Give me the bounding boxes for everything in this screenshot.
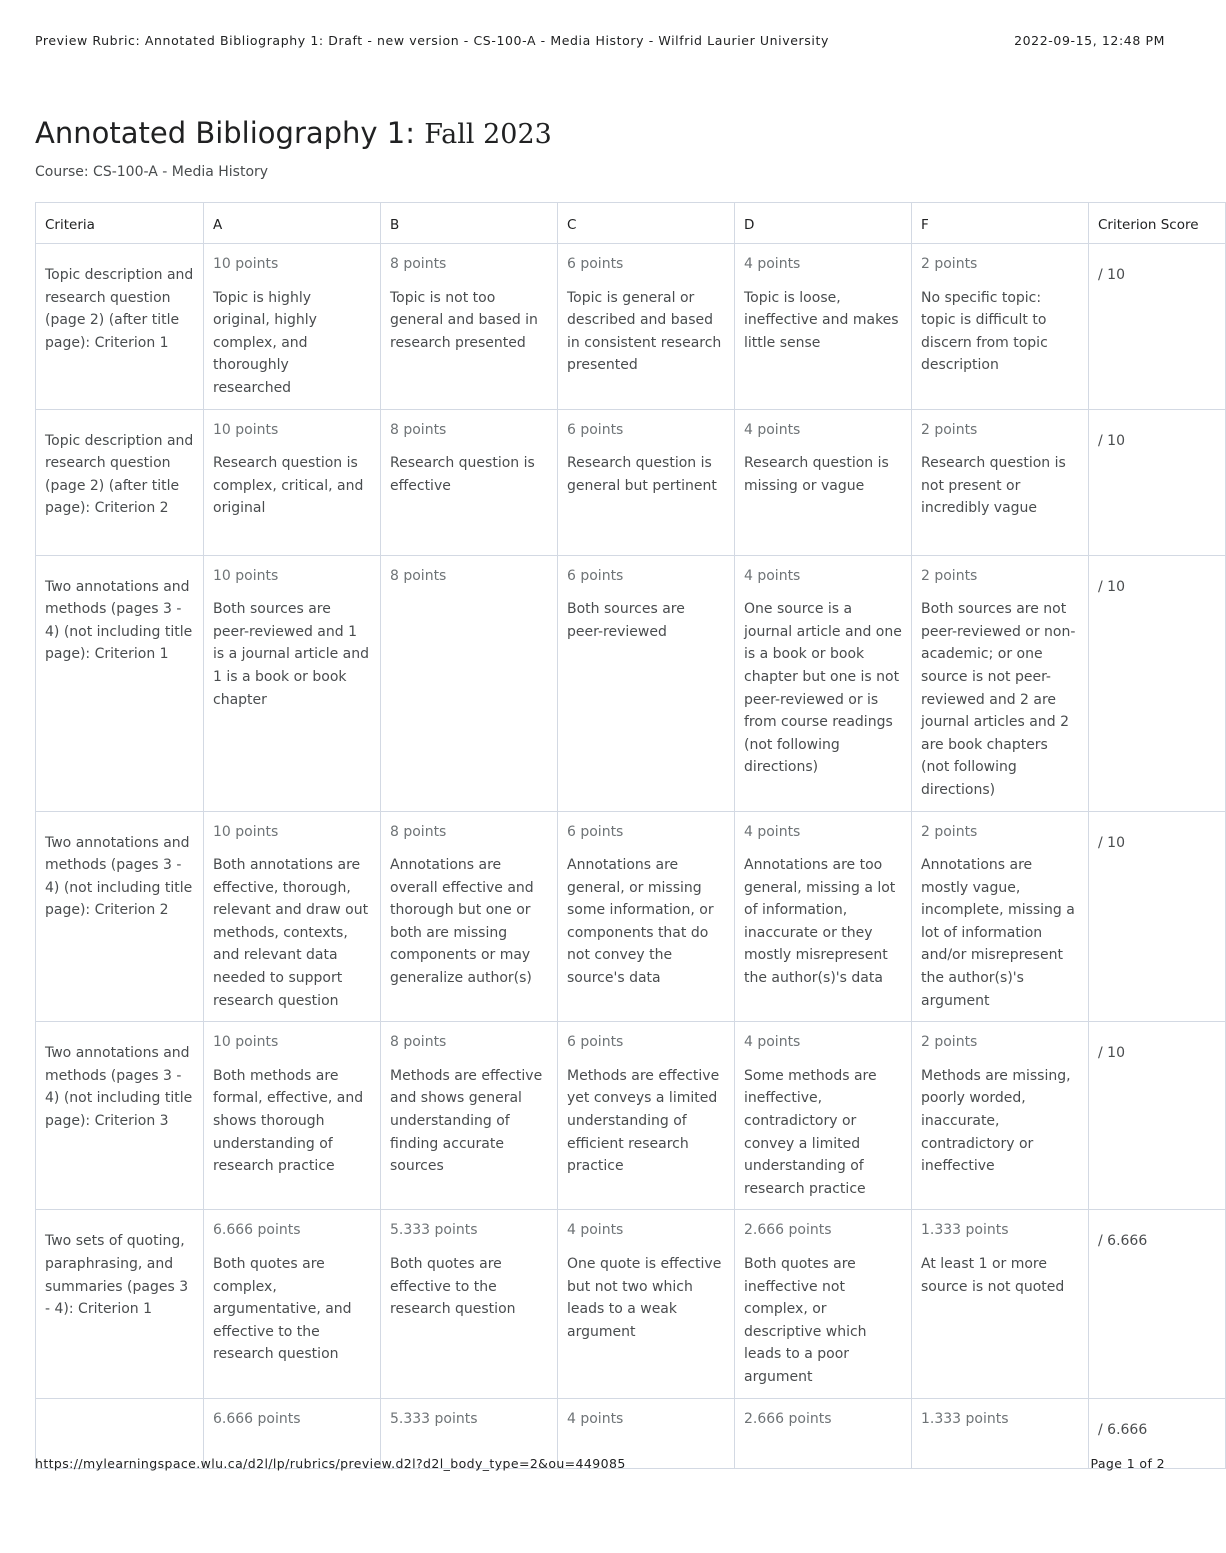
level-cell — [912, 409, 1089, 555]
level-description: Annotations are general, or missing some information, or components that do not convey the source's data — [567, 857, 714, 987]
level-cell — [735, 1022, 912, 1210]
rubric-row — [36, 555, 1226, 811]
level-points: 8 points — [390, 567, 447, 584]
level-points: 10 points — [213, 256, 279, 272]
level-description: Both sources are peer-reviewed and 1 is a journal article and 1 is a book or book chapter — [213, 601, 369, 708]
level-points: 1.333 points — [921, 1410, 1009, 1427]
level-description: Both sources are peer-reviewed — [567, 601, 685, 640]
level-cell — [558, 244, 735, 410]
level-points: 6.666 points — [213, 1410, 301, 1427]
level-cell — [204, 244, 381, 410]
level-cell — [558, 409, 735, 555]
level-points: 6 points — [567, 823, 624, 840]
criterion-score-cell — [1089, 409, 1226, 555]
print-footer — [35, 1456, 1165, 1476]
level-points: 6 points — [567, 256, 624, 272]
course-label: Course: CS-100-A - Media History — [35, 164, 269, 180]
header-level-d: D — [735, 203, 912, 244]
criterion-name: Topic description and research question (page 2) (after title page): Criterion 2 — [36, 409, 204, 555]
header-criteria: Criteria — [36, 203, 204, 244]
header-level-c: C — [558, 203, 735, 244]
level-cell — [204, 409, 381, 555]
level-cell — [912, 1210, 1089, 1398]
level-description: Some methods are ineffective, contradictory or convey a limited understanding of research practice — [744, 1067, 877, 1197]
level-points: 2 points — [921, 567, 978, 584]
level-points: 10 points — [213, 823, 279, 840]
level-cell — [912, 811, 1089, 1022]
rubric-row — [36, 1210, 1226, 1398]
level-cell — [558, 1022, 735, 1210]
level-points: 8 points — [390, 256, 447, 272]
level-cell — [204, 811, 381, 1022]
page-title — [35, 116, 552, 150]
level-points: 4 points — [744, 823, 801, 840]
level-points: 6 points — [567, 1034, 624, 1051]
rubric-row — [36, 1022, 1226, 1210]
criterion-score-cell — [1089, 244, 1226, 410]
level-description: Topic is loose, ineffective and makes little sense — [744, 289, 899, 351]
criterion-score: / 6.666 — [1098, 1421, 1148, 1438]
level-points: 4 points — [567, 1222, 624, 1239]
rubric-body — [36, 244, 1226, 1469]
level-description: Research question is effective — [390, 455, 535, 494]
header-criterion-score: Criterion Score — [1089, 203, 1226, 244]
level-description: One quote is effective but not two which leads to a weak argument — [567, 1256, 722, 1340]
criterion-score: / 6.666 — [1098, 1233, 1148, 1250]
level-cell — [381, 1210, 558, 1398]
level-points: 2 points — [921, 1034, 978, 1051]
rubric-table-container — [35, 202, 1199, 1438]
level-cell — [735, 811, 912, 1022]
level-cell — [381, 1022, 558, 1210]
header-level-b: B — [381, 203, 558, 244]
level-cell — [558, 1210, 735, 1398]
rubric-row — [36, 811, 1226, 1022]
level-points: 10 points — [213, 1034, 279, 1051]
criterion-score: / 10 — [1098, 432, 1125, 449]
level-points: 8 points — [390, 421, 447, 438]
level-cell — [381, 409, 558, 555]
level-cell — [735, 1210, 912, 1398]
criterion-score: / 10 — [1098, 578, 1125, 595]
level-description: Annotations are overall effective and thorough but one or both are missing components or may generalize author(s) — [390, 857, 534, 987]
criterion-score: / 10 — [1098, 1045, 1125, 1062]
level-description: Topic is not too general and based in research presented — [390, 289, 538, 351]
level-description: Annotations are too general, missing a lot of information, inaccurate or they mostly misrepresent the author(s)'s data — [744, 857, 896, 987]
level-cell — [912, 1022, 1089, 1210]
level-points: 6 points — [567, 567, 624, 584]
level-description: Methods are effective and shows general understanding of finding accurate sources — [390, 1067, 543, 1175]
level-description: Topic is general or described and based in consistent research presented — [567, 289, 722, 374]
level-cell — [381, 555, 558, 811]
criterion-score-cell — [1089, 811, 1226, 1022]
level-points: 5.333 points — [390, 1222, 478, 1239]
level-description: Both annotations are effective, thorough, relevant and draw out methods, contexts, and relevant data needed to support research question — [213, 857, 369, 1009]
level-description: Research question is complex, critical, and original — [213, 455, 364, 517]
level-points: 8 points — [390, 1034, 447, 1051]
level-points: 2.666 points — [744, 1222, 832, 1239]
level-points: 4 points — [744, 421, 801, 438]
level-points: 6.666 points — [213, 1222, 301, 1239]
criterion-score: / 10 — [1098, 267, 1125, 283]
page-title-sub: Fall 2023 — [424, 119, 552, 150]
level-points: 4 points — [744, 567, 801, 584]
level-points: 5.333 points — [390, 1410, 478, 1427]
level-description: No specific topic: topic is difficult to discern from topic description — [921, 289, 1048, 374]
level-description: Topic is highly original, highly complex, and thoroughly researched — [213, 289, 317, 396]
rubric-header-row — [36, 203, 1226, 244]
print-footer-url: https://mylearningspace.wlu.ca/d2l/lp/rubrics/preview.d2l?d2l_body_type=2&ou=449085 — [35, 1456, 626, 1471]
level-cell — [735, 244, 912, 410]
level-description: Methods are effective yet conveys a limited understanding of efficient research practice — [567, 1067, 720, 1175]
rubric-table — [35, 202, 1226, 1469]
level-points: 2.666 points — [744, 1410, 832, 1427]
criterion-name: Two annotations and methods (pages 3 - 4) (not including title page): Criterion 1 — [36, 555, 204, 811]
level-points: 10 points — [213, 567, 279, 584]
level-points: 10 points — [213, 421, 279, 438]
level-cell — [912, 244, 1089, 410]
criterion-name: Two annotations and methods (pages 3 - 4) (not including title page): Criterion 3 — [36, 1022, 204, 1210]
criterion-name: Two annotations and methods (pages 3 - 4) (not including title page): Criterion 2 — [36, 811, 204, 1022]
print-header-datetime: 2022-09-15, 12:48 PM — [1014, 33, 1165, 48]
level-points: 1.333 points — [921, 1222, 1009, 1239]
level-description: One source is a journal article and one is a book or book chapter but one is not peer-reviewed or is from course readings (not following directions) — [744, 601, 902, 776]
criterion-score: / 10 — [1098, 834, 1125, 851]
rubric-row — [36, 409, 1226, 555]
level-points: 2 points — [921, 823, 978, 840]
criterion-score-cell — [1089, 555, 1226, 811]
level-cell — [204, 1022, 381, 1210]
level-points: 4 points — [744, 256, 801, 272]
criterion-name: Two sets of quoting, paraphrasing, and summaries (pages 3 - 4): Criterion 1 — [36, 1210, 204, 1398]
rubric-row — [36, 244, 1226, 410]
level-description: Both quotes are effective to the research question — [390, 1256, 516, 1318]
level-points: 2 points — [921, 256, 978, 272]
criterion-score-cell — [1089, 1210, 1226, 1398]
page-title-main: Annotated Bibliography 1: — [35, 116, 416, 150]
header-level-a: A — [204, 203, 381, 244]
level-points: 6 points — [567, 421, 624, 438]
level-description: Both quotes are ineffective not complex, or descriptive which leads to a poor argument — [744, 1256, 867, 1385]
level-cell — [558, 811, 735, 1022]
level-points: 4 points — [567, 1410, 624, 1427]
level-cell — [558, 555, 735, 811]
level-description: At least 1 or more source is not quoted — [921, 1256, 1065, 1295]
header-level-f: F — [912, 203, 1089, 244]
level-description: Research question is missing or vague — [744, 455, 889, 494]
criterion-score-cell — [1089, 1022, 1226, 1210]
level-cell — [735, 555, 912, 811]
level-points: 8 points — [390, 823, 447, 840]
level-description: Both sources are not peer-reviewed or non-academic; or one source is not peer-reviewed and 2 are journal articles and 2 are book chapters (not following directions) — [921, 601, 1076, 798]
level-cell — [912, 555, 1089, 811]
print-header-title: Preview Rubric: Annotated Bibliography 1: Draft - new version - CS-100-A - Media History - Wilfrid Laurier University — [35, 33, 829, 48]
level-description: Both quotes are complex, argumentative, and effective to the research question — [213, 1256, 352, 1363]
print-footer-page: Page 1 of 2 — [1090, 1456, 1165, 1471]
level-description: Both methods are formal, effective, and shows thorough understanding of research practice — [213, 1067, 364, 1175]
level-description: Annotations are mostly vague, incomplete, missing a lot of information and/or misrepresent the author(s)'s argument — [921, 857, 1075, 1009]
level-points: 4 points — [744, 1034, 801, 1051]
level-description: Methods are missing, poorly worded, inaccurate, contradictory or ineffective — [921, 1067, 1071, 1175]
print-header — [35, 33, 1165, 53]
criterion-name: Topic description and research question (page 2) (after title page): Criterion 1 — [36, 244, 204, 410]
level-points: 2 points — [921, 421, 978, 438]
level-cell — [204, 555, 381, 811]
level-description: Research question is not present or incredibly vague — [921, 455, 1066, 517]
level-cell — [735, 409, 912, 555]
level-cell — [204, 1210, 381, 1398]
level-cell — [381, 811, 558, 1022]
level-description: Research question is general but pertinent — [567, 455, 717, 494]
level-cell — [381, 244, 558, 410]
